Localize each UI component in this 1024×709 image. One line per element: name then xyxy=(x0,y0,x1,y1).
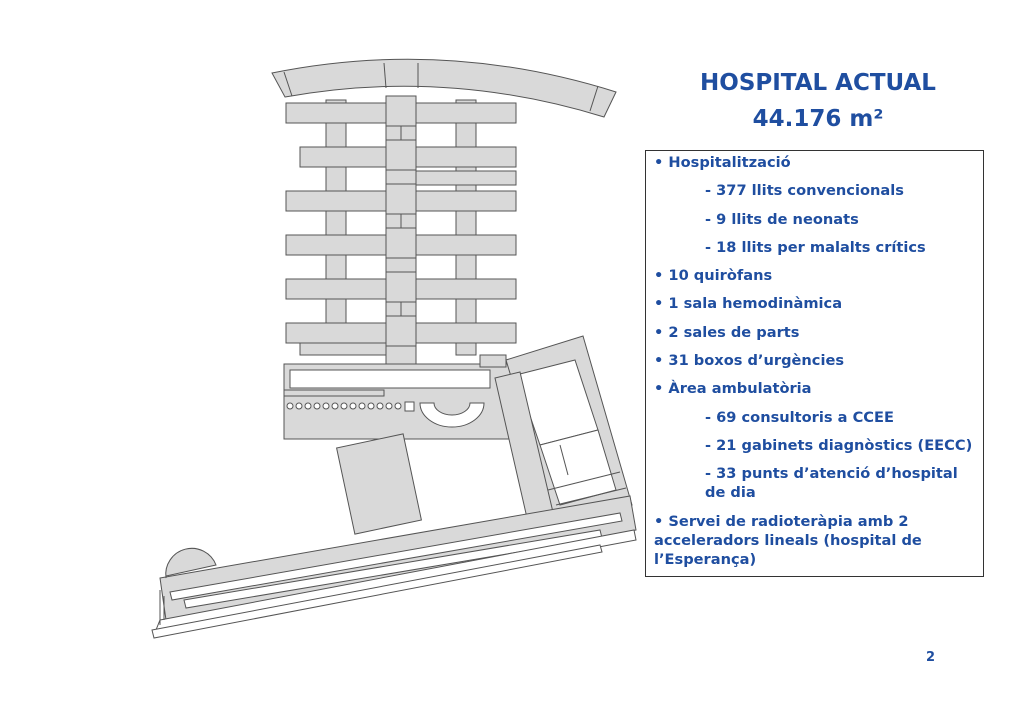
list-item: - 18 llits per malalts crítics xyxy=(705,238,926,256)
list-item: • 10 quiròfans xyxy=(654,266,975,285)
central-spine xyxy=(386,96,416,368)
courtyard-block xyxy=(337,434,422,534)
podium-block xyxy=(284,355,514,439)
list-item: - 33 punts d’atenció d’hospital de dia xyxy=(705,465,958,502)
list-item: • Hospitalització xyxy=(654,153,975,172)
page-number: 2 xyxy=(926,650,936,665)
list-item: • Àrea ambulatòria xyxy=(654,379,975,398)
list-item: • Servei de radioteràpia amb 2 acceleradors lineals (hospital de l’Esperança) xyxy=(654,512,975,569)
list-item: - 9 llits de neonats xyxy=(705,210,859,228)
list-item: • 1 sala hemodinàmica xyxy=(654,294,975,313)
facilities-summary-box xyxy=(645,150,984,577)
list-item: - 21 gabinets diagnòstics (EECC) xyxy=(705,436,973,454)
list-item: • 31 boxos d’urgències xyxy=(654,351,975,370)
list-item: - 69 consultoris a CCEE xyxy=(705,408,894,426)
plan-title: HOSPITAL ACTUAL xyxy=(700,70,936,96)
list-item: • 2 sales de parts xyxy=(654,323,975,342)
list-item: - 377 llits convencionals xyxy=(705,182,904,200)
facilities-list xyxy=(654,153,975,569)
area-total: 44.176 m² xyxy=(752,106,884,132)
